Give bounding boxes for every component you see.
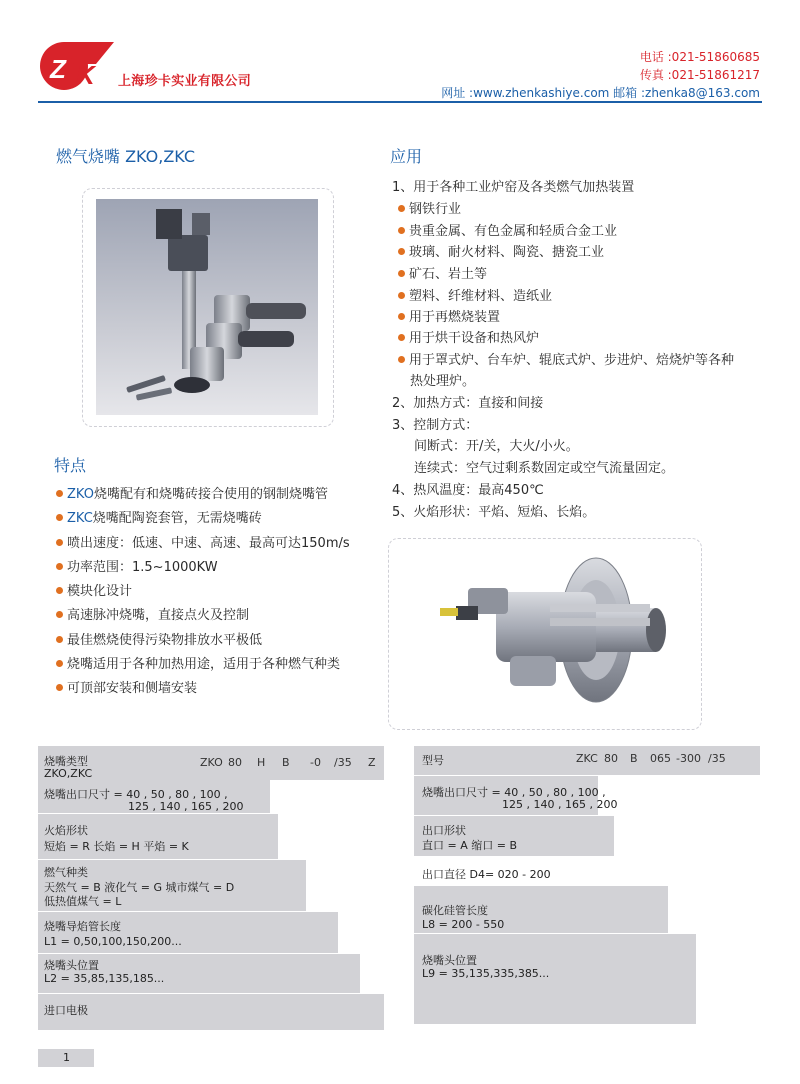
application-item-3: 3、控制方式： xyxy=(392,418,479,433)
application-bullet: 钢铁行业 xyxy=(398,198,461,217)
application-item-1: 1、用于各种工业炉窑及各类燃气加热装置 xyxy=(392,180,635,195)
burner-detail-photo xyxy=(400,548,688,718)
spec-divider xyxy=(38,953,338,954)
burner-assembly-photo xyxy=(96,199,318,415)
model-code-part: -300 xyxy=(676,752,701,765)
model-code-part: ZKO xyxy=(200,756,223,769)
bullet-icon xyxy=(398,356,405,363)
spec-gap xyxy=(338,912,384,954)
spec-gap xyxy=(270,780,384,814)
gas-type-values-2: 低热值煤气 = L xyxy=(44,895,122,908)
model-code-part: B xyxy=(630,752,638,765)
application-item-2: 2、加热方式：直接和间接 xyxy=(392,396,544,411)
burner-head-position-values: L9 = 35,135,335,385... xyxy=(422,967,550,980)
feature-item: 模块化设计 xyxy=(56,580,132,599)
bullet-icon xyxy=(398,292,405,299)
model-code-part: Z xyxy=(368,756,376,769)
bullet-icon xyxy=(56,660,63,667)
burner-type-label: 烧嘴类型 xyxy=(44,755,88,768)
sic-tube-length-label: 碳化硅管长度 xyxy=(422,904,488,917)
sic-tube-length-values: L8 = 200 - 550 xyxy=(422,918,505,931)
feature-item: 可顶部安装和侧墙安装 xyxy=(56,677,197,696)
features-title: 特点 xyxy=(54,456,87,475)
spec-divider xyxy=(38,911,306,912)
feature-item: 功率范围：1.5~1000KW xyxy=(56,556,218,575)
bullet-icon xyxy=(56,539,63,546)
spec-divider xyxy=(38,813,270,814)
application-bullet: 用于再燃烧装置 xyxy=(398,306,500,325)
outlet-size-values: 125 , 140 , 165 , 200 xyxy=(128,800,244,813)
bullet-icon xyxy=(56,587,63,594)
burner-head-position-values: L2 = 35,85,135,185... xyxy=(44,972,165,985)
svg-text:K: K xyxy=(76,60,95,90)
application-title: 应用 xyxy=(390,147,423,166)
spec-gap xyxy=(598,776,760,816)
outlet-size-values: 125 , 140 , 165 , 200 xyxy=(502,798,618,811)
spec-divider xyxy=(38,993,360,994)
spec-bar xyxy=(38,994,384,1030)
product-title: 燃气烧嘴 ZKO,ZKC xyxy=(56,147,196,166)
flame-tube-length-label: 烧嘴导焰管长度 xyxy=(44,920,121,933)
spec-gap xyxy=(360,954,384,994)
bullet-icon xyxy=(398,270,405,277)
bullet-icon xyxy=(56,636,63,643)
spec-gap xyxy=(306,860,384,912)
gas-type-values: 天然气 = B 液化气 = G 城市煤气 = D xyxy=(44,881,235,894)
bullet-icon xyxy=(398,313,405,320)
bullet-icon xyxy=(398,248,405,255)
spec-divider xyxy=(414,775,760,776)
feature-item: ZKC烧嘴配陶瓷套管，无需烧嘴砖 xyxy=(56,507,262,526)
feature-item: 烧嘴适用于各种加热用途，适用于各种燃气种类 xyxy=(56,653,340,672)
spec-gap xyxy=(278,814,384,860)
website-email: 网址 :www.zhenkashiye.com 邮箱 :zhenka8@163.com xyxy=(441,86,760,100)
bullet-icon xyxy=(56,514,63,521)
model-code-part: B xyxy=(282,756,290,769)
inlet-electrode-label: 进口电极 xyxy=(44,1004,88,1017)
outlet-shape-values: 直口 = A 缩口 = B xyxy=(422,839,517,852)
model-code-part: 80 xyxy=(228,756,242,769)
application-bullet: 用于罩式炉、台车炉、辊底式炉、步进炉、焙烧炉等各种 xyxy=(398,349,734,368)
model-code-part: /35 xyxy=(708,752,726,765)
outlet-shape-label: 出口形状 xyxy=(422,824,466,837)
svg-text:Z: Z xyxy=(50,54,66,84)
burner-type-value: ZKO,ZKC xyxy=(44,767,93,780)
bullet-icon xyxy=(398,334,405,341)
bullet-icon xyxy=(56,563,63,570)
fax: 传真 :021-51861217 xyxy=(639,68,760,82)
application-bullet-continuation: 热处理炉。 xyxy=(410,374,476,389)
spec-divider xyxy=(414,815,598,816)
feature-item: 喷出速度：低速、中速、高速、最高可达150m/s xyxy=(56,532,350,551)
model-code-part: 80 xyxy=(604,752,618,765)
spec-gap xyxy=(696,934,760,1024)
bullet-icon xyxy=(56,490,63,497)
control-continuous: 连续式：空气过剩系数固定或空气流量固定。 xyxy=(414,461,675,476)
header-divider xyxy=(38,101,762,103)
model-code-part: -0 xyxy=(310,756,321,769)
feature-item: 高速脉冲烧嘴，直接点火及控制 xyxy=(56,604,249,623)
application-bullet: 贵重金属、有色金属和轻质合金工业 xyxy=(398,220,617,239)
flame-shape-values: 短焰 = R 长焰 = H 平焰 = K xyxy=(44,840,189,853)
feature-item: 最佳燃烧使得污染物排放水平极低 xyxy=(56,629,262,648)
model-label: 型号 xyxy=(422,754,444,767)
telephone: 电话 :021-51860685 xyxy=(639,50,760,64)
page-number: 1 xyxy=(63,1051,70,1064)
company-name: 上海珍卡实业有限公司 xyxy=(118,74,252,89)
application-bullet: 玻璃、耐火材料、陶瓷、搪瓷工业 xyxy=(398,241,604,260)
flame-shape-label: 火焰形状 xyxy=(44,824,88,837)
application-bullet: 矿石、岩土等 xyxy=(398,263,487,282)
application-item-4: 4、热风温度：最高450℃ xyxy=(392,483,544,498)
flame-tube-length-values: L1 = 0,50,100,150,200... xyxy=(44,935,182,948)
outlet-diameter: 出口直径 D4= 020 - 200 xyxy=(422,868,551,881)
feature-item: ZKO烧嘴配有和烧嘴砖接合使用的钢制烧嘴管 xyxy=(56,483,328,502)
model-code-part: /35 xyxy=(334,756,352,769)
application-bullet: 塑料、纤维材料、造纸业 xyxy=(398,285,552,304)
burner-head-position-label: 烧嘴头位置 xyxy=(422,954,477,967)
spec-divider xyxy=(38,859,278,860)
gas-type-label: 燃气种类 xyxy=(44,866,88,879)
application-bullet: 用于烘干设备和热风炉 xyxy=(398,327,539,346)
spec-gap xyxy=(614,816,760,856)
model-code-part: ZKC xyxy=(576,752,598,765)
application-item-5: 5、火焰形状：平焰、短焰、长焰。 xyxy=(392,505,596,520)
bullet-icon xyxy=(398,227,405,234)
spec-gap xyxy=(668,886,760,934)
bullet-icon xyxy=(56,684,63,691)
bullet-icon xyxy=(398,205,405,212)
bullet-icon xyxy=(56,611,63,618)
company-logo xyxy=(38,34,114,94)
control-intermittent: 间断式：开/关，大火/小火。 xyxy=(414,439,579,454)
outlet-size-label: 烧嘴出口尺寸 = 40 , 50 , 80 , 100 , xyxy=(44,788,228,801)
outlet-size-label: 烧嘴出口尺寸 = 40 , 50 , 80 , 100 , xyxy=(422,786,606,799)
model-code-part: 065 xyxy=(650,752,671,765)
spec-divider xyxy=(414,933,668,934)
burner-head-position-label: 烧嘴头位置 xyxy=(44,959,99,972)
model-code-part: H xyxy=(257,756,266,769)
